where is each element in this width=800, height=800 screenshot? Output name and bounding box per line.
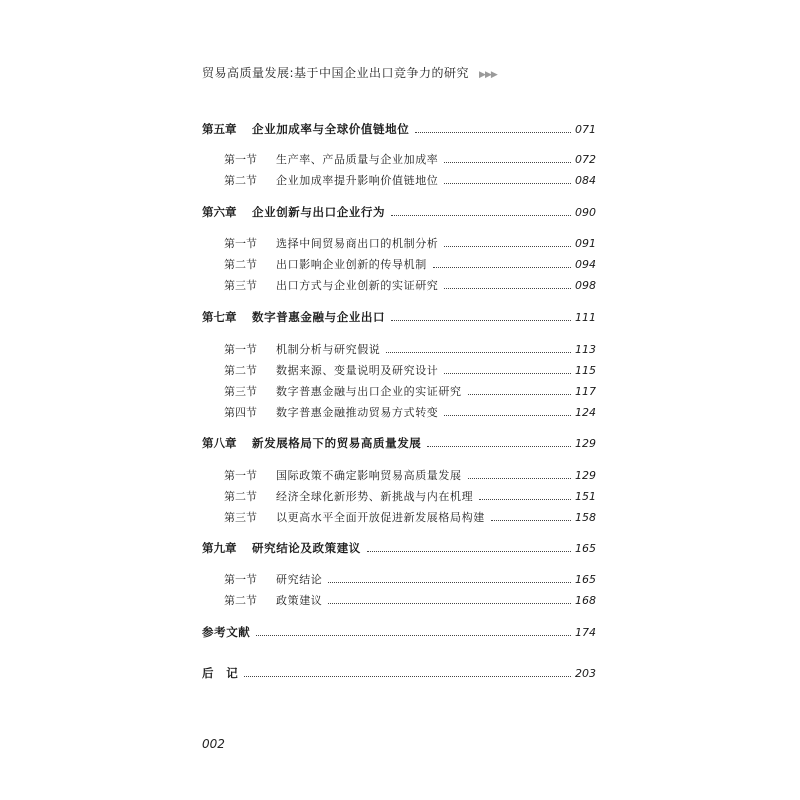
section-number: 第一节	[224, 469, 257, 482]
toc-section-entry[interactable]	[202, 340, 596, 358]
section-title: 出口方式与企业创新的实证研究	[276, 279, 439, 292]
dot-leader	[391, 320, 571, 321]
section-number: 第一节	[224, 343, 257, 356]
section-title: 数字普惠金融推动贸易方式转变	[276, 406, 439, 419]
chapter-number: 第六章	[202, 205, 237, 219]
section-number: 第二节	[224, 490, 257, 503]
section-title: 政策建议	[276, 594, 323, 607]
dot-leader	[244, 676, 571, 677]
section-number: 第一节	[224, 153, 257, 166]
dot-leader	[256, 635, 571, 636]
page-ref: 203	[575, 666, 596, 680]
page-ref: 090	[575, 205, 596, 219]
toc-section-entry[interactable]	[202, 361, 596, 379]
chapter-title: 研究结论及政策建议	[252, 541, 361, 555]
section-number: 第三节	[224, 279, 257, 292]
toc-section-entry[interactable]	[202, 487, 596, 505]
dot-leader	[433, 267, 571, 268]
page-ref: 117	[575, 384, 596, 398]
dot-leader	[391, 215, 571, 216]
dot-leader	[491, 520, 571, 521]
toc-chapter-entry[interactable]	[202, 539, 596, 557]
page-ref: 091	[575, 236, 596, 250]
toc-section-entry[interactable]	[202, 403, 596, 421]
section-title: 选择中间贸易商出口的机制分析	[276, 237, 439, 250]
toc-section-entry[interactable]	[202, 508, 596, 526]
dot-leader	[444, 183, 571, 184]
toc-section-entry[interactable]	[202, 276, 596, 294]
section-number: 第三节	[224, 511, 257, 524]
chapter-title: 企业加成率与全球价值链地位	[252, 122, 410, 136]
section-number: 第四节	[224, 406, 257, 419]
page-ref: 168	[575, 593, 596, 607]
section-number: 第二节	[224, 364, 257, 377]
toc-section-entry[interactable]	[202, 255, 596, 273]
page-number: 002	[202, 737, 225, 751]
page-ref: 115	[575, 363, 596, 377]
chapter-title: 后 记	[202, 666, 239, 680]
page-ref: 174	[575, 625, 596, 639]
chapter-number: 第九章	[202, 541, 237, 555]
page-ref: 094	[575, 257, 596, 271]
section-title: 国际政策不确定影响贸易高质量发展	[276, 469, 462, 482]
page-ref: 151	[575, 489, 596, 503]
toc-section-entry[interactable]	[202, 171, 596, 189]
dot-leader	[444, 288, 571, 289]
toc-chapter-entry[interactable]	[202, 434, 596, 452]
section-title: 生产率、产品质量与企业加成率	[276, 153, 439, 166]
toc-section-entry[interactable]	[202, 150, 596, 168]
section-title: 经济全球化新形势、新挑战与内在机理	[276, 490, 474, 503]
dot-leader	[367, 551, 571, 552]
dot-leader	[328, 582, 571, 583]
dot-leader	[386, 352, 571, 353]
toc-chapter-entry[interactable]	[202, 203, 596, 221]
toc-chapter-entry[interactable]	[202, 664, 596, 682]
chapter-title: 参考文献	[202, 625, 251, 639]
dot-leader	[468, 394, 571, 395]
page-ref: 071	[575, 122, 596, 136]
page-ref: 165	[575, 541, 596, 555]
section-number: 第一节	[224, 237, 257, 250]
section-title: 研究结论	[276, 573, 323, 586]
page-ref: 165	[575, 572, 596, 586]
book-title: 贸易高质量发展:基于中国企业出口竞争力的研究	[202, 66, 470, 80]
page-ref: 072	[575, 152, 596, 166]
dot-leader	[444, 246, 571, 247]
page-ref: 129	[575, 436, 596, 450]
toc-section-entry[interactable]	[202, 234, 596, 252]
page-ref: 113	[575, 342, 596, 356]
section-title: 企业加成率提升影响价值链地位	[276, 174, 439, 187]
toc-section-entry[interactable]	[202, 466, 596, 484]
toc-section-entry[interactable]	[202, 382, 596, 400]
chapter-title: 新发展格局下的贸易高质量发展	[252, 436, 422, 450]
toc-section-entry[interactable]	[202, 591, 596, 609]
toc-chapter-entry[interactable]	[202, 120, 596, 138]
section-number: 第二节	[224, 174, 257, 187]
chapter-title: 企业创新与出口企业行为	[252, 205, 386, 219]
triple-arrow-icon: ▶▶▶	[479, 70, 497, 80]
page-ref: 084	[575, 173, 596, 187]
dot-leader	[444, 162, 571, 163]
section-number: 第一节	[224, 573, 257, 586]
toc-section-entry[interactable]	[202, 570, 596, 588]
page-ref: 158	[575, 510, 596, 524]
dot-leader	[328, 603, 571, 604]
section-title: 数字普惠金融与出口企业的实证研究	[276, 385, 462, 398]
toc-chapter-entry[interactable]	[202, 308, 596, 326]
section-title: 数据来源、变量说明及研究设计	[276, 364, 439, 377]
section-title: 出口影响企业创新的传导机制	[276, 258, 427, 271]
section-number: 第二节	[224, 258, 257, 271]
page-ref: 129	[575, 468, 596, 482]
dot-leader	[468, 478, 571, 479]
toc-chapter-entry[interactable]	[202, 623, 596, 641]
page-ref: 111	[575, 310, 596, 324]
chapter-number: 第七章	[202, 310, 237, 324]
section-title: 机制分析与研究假说	[276, 343, 381, 356]
page-ref: 124	[575, 405, 596, 419]
dot-leader	[479, 499, 571, 500]
page-ref: 098	[575, 278, 596, 292]
chapter-number: 第八章	[202, 436, 237, 450]
chapter-number: 第五章	[202, 122, 237, 136]
dot-leader	[444, 415, 571, 416]
section-title: 以更高水平全面开放促进新发展格局构建	[276, 511, 485, 524]
dot-leader	[415, 132, 571, 133]
running-header	[202, 64, 497, 81]
dot-leader	[427, 446, 571, 447]
section-number: 第二节	[224, 594, 257, 607]
section-number: 第三节	[224, 385, 257, 398]
dot-leader	[444, 373, 571, 374]
chapter-title: 数字普惠金融与企业出口	[252, 310, 386, 324]
